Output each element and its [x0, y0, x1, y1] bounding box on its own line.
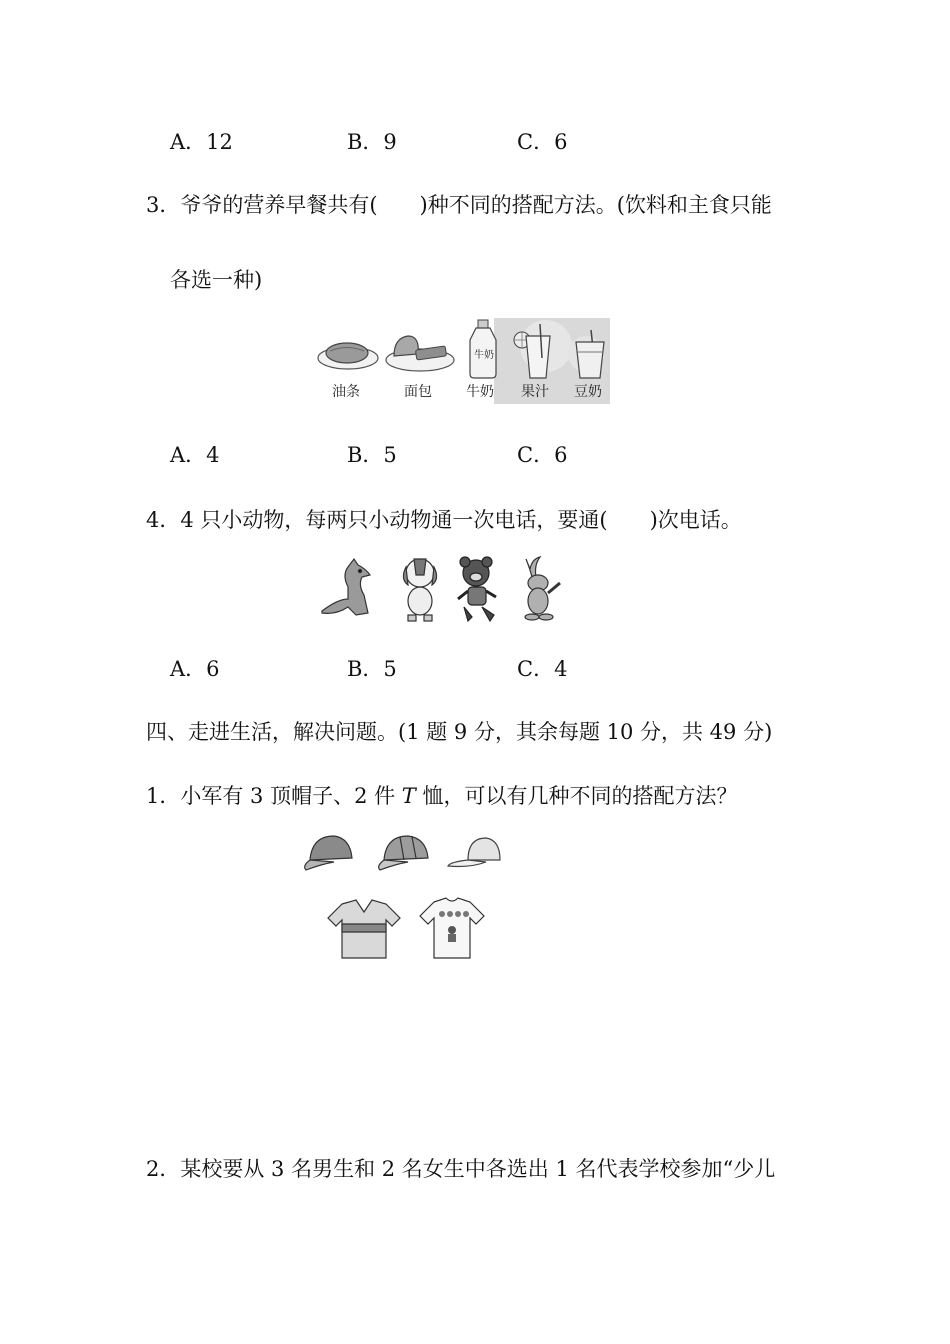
- animals-picture: [318, 555, 564, 623]
- problem1-text: [146, 783, 738, 809]
- breakfast-picture: [314, 318, 610, 404]
- printed-tshirt-icon: [420, 898, 484, 958]
- q4-option-a: A．6: [170, 657, 220, 681]
- problem1-text-post: 恤，可以有几种不同的搭配方法？: [415, 784, 738, 808]
- milk-bottle-icon: [470, 320, 496, 378]
- food-label-youtiao: 油条: [332, 384, 360, 400]
- q2-option-c: C．6: [517, 130, 568, 154]
- youtiao-icon: [318, 343, 378, 369]
- food-label-soy-milk: 豆奶: [574, 384, 602, 400]
- q3-option-c: C．6: [517, 443, 568, 467]
- bear-icon: [458, 557, 496, 621]
- dog-icon: [403, 559, 436, 621]
- section4-heading: 四、走进生活，解决问题。(1 题 9 分，其余每题 10 分，共 49 分): [146, 720, 773, 744]
- problem1-t-letter: T: [401, 784, 416, 808]
- q3-option-b: B．5: [347, 443, 397, 467]
- q4-question-line1: 4．4 只小动物，每两只小动物通一次电话，要通( )次电话。: [146, 508, 742, 532]
- polo-shirt-icon: [328, 900, 400, 958]
- food-label-milk: 牛奶: [466, 384, 494, 400]
- problem1-text-pre: 1．小军有 3 顶帽子、2 件: [146, 784, 402, 808]
- q4-option-c: C．4: [517, 657, 568, 681]
- q3-question-line2: 各选一种): [170, 268, 263, 292]
- cap-2-icon: [379, 836, 428, 870]
- rabbit-icon: [525, 557, 560, 620]
- q2-option-b: B．9: [347, 130, 397, 154]
- kangaroo-icon: [322, 559, 370, 615]
- tshirts-picture: [326, 896, 486, 962]
- problem2-text-line1: 2．某校要从 3 名男生和 2 名女生中各选出 1 名代表学校参加“少儿: [146, 1157, 776, 1181]
- food-label-juice: 果汁: [521, 384, 549, 400]
- q2-option-a: A．12: [170, 130, 233, 154]
- cap-1-icon: [305, 836, 352, 870]
- q3-question-line1: 3．爷爷的营养早餐共有( )种不同的搭配方法。(饮料和主食只能: [146, 193, 772, 217]
- caps-picture: [300, 830, 504, 876]
- q4-option-b: B．5: [347, 657, 397, 681]
- bread-icon: [386, 336, 454, 371]
- q3-option-a: A．4: [170, 443, 220, 467]
- bottle-label: 牛奶: [474, 350, 494, 361]
- cap-3-icon: [448, 838, 500, 867]
- food-label-bread: 面包: [404, 384, 432, 400]
